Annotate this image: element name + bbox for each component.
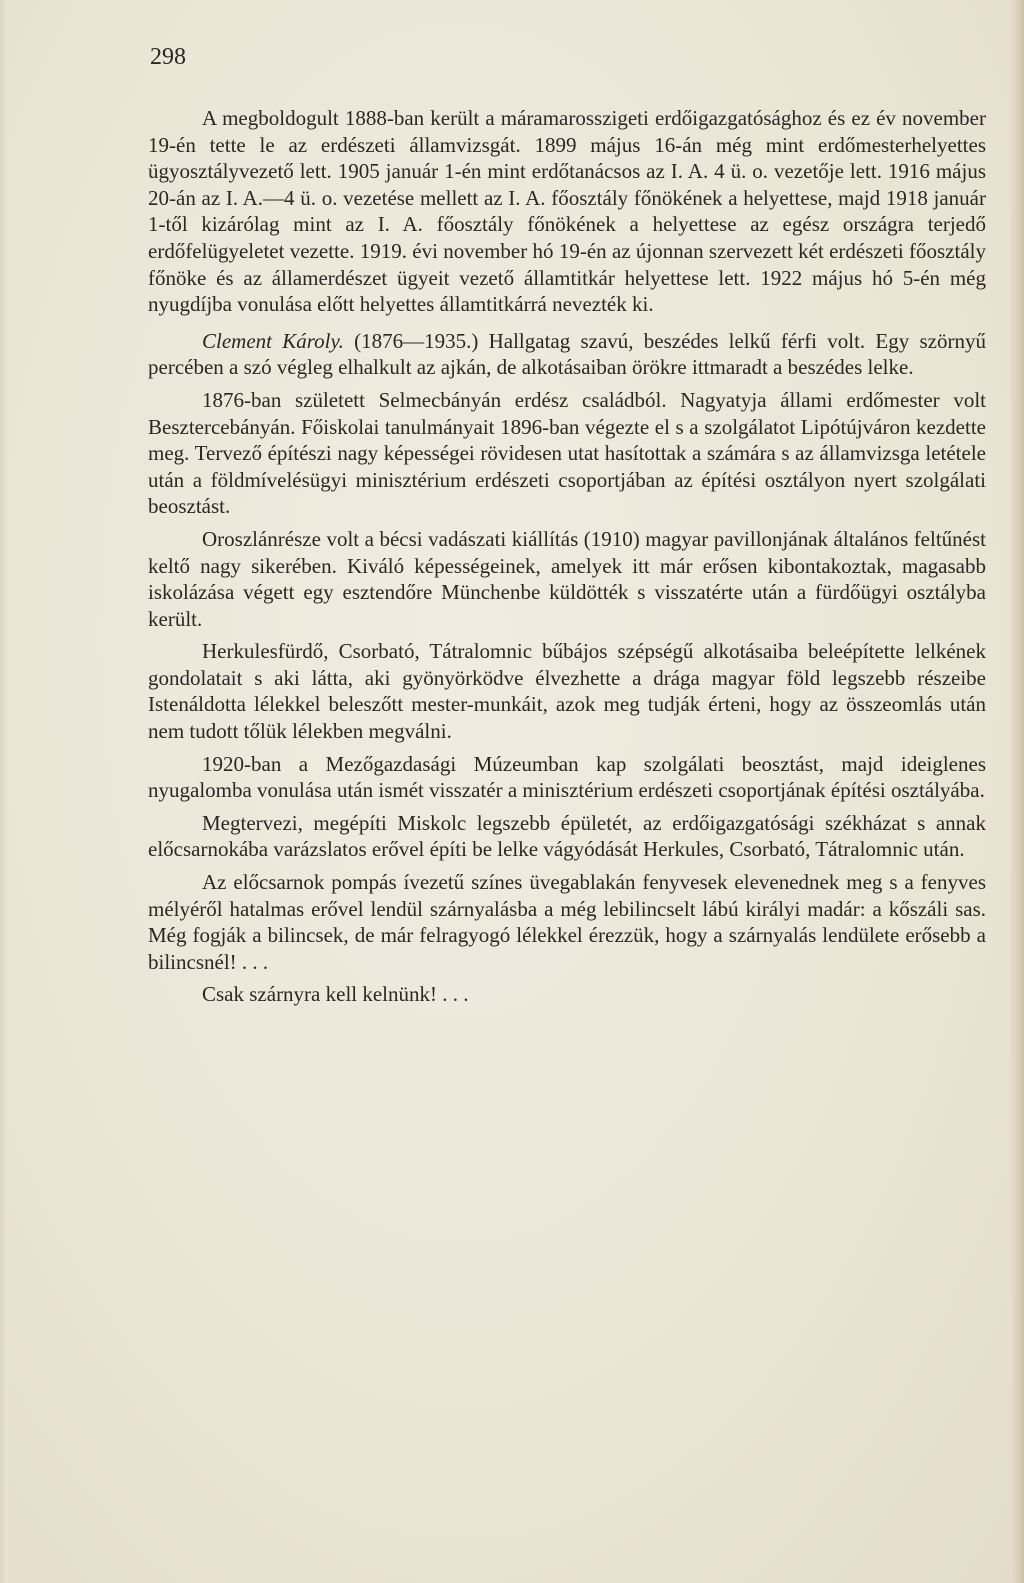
paragraph-closing-line: Csak szárnyra kell kelnünk! . . .: [202, 982, 469, 1007]
body-text: [148, 105, 986, 1014]
paragraph-miskolc-building: Megtervezi, megépíti Miskolc legszebb épületét, az erdőigazgatósági székházat s annak előcsarnokába varázslatos erővel építi be lelke vágyódását Herkules, Csorbató, Tátralomnic után.: [148, 810, 986, 862]
paragraph-clement-intro-text: (1876—1935.) Hallgatag szavú, beszédes lelkű férfi volt. Egy szörnyű percében a szó végleg elhalkult az ajkán, de alkotásaiban örökre ittmaradt a beszédes lelke.: [148, 328, 986, 380]
paragraph-career-summary: A megboldogult 1888-ban került a máramarosszigeti erdőigazgatósághoz és ez év november 19-én tette le az erdészeti államvizsgát. 1899 május 16-án még mint erdőmesterhelyettes ügyosztályvezető lett. 1905 január 1-én mint erdőtanácsos az I. A. 4 ü. o. vezetője lett. 1916 május 20-án az I. A.—4 ü. o. vezetése mellett az I. A. főosztály főnökének a helyettese, majd 1918 január 1-től kizárólag mint az I. A. főosztály főnökének a helyettese az egész országra terjedő erdőfelügyeletet vezette. 1919. évi november hó 19-én az újonnan szervezett két erdészeti főosztály főnöke és az államerdészet ügyeit vezető államtitkár helyettese lett. 1922 május hó 5-én még nyugdíjba vonulása előtt helyettes államtitkárrá nevezték ki.: [148, 106, 986, 317]
page-number: 298: [150, 44, 186, 70]
page-right-edge: [1010, 0, 1024, 1583]
paragraph-museum-service: 1920-ban a Mezőgazdasági Múzeumban kap szolgálati beosztást, majd ideiglenes nyugalomba vonulása után ismét visszatér a minisztérium erdészeti csoportjának építési osztályába.: [148, 751, 986, 803]
paragraph-birth-education: 1876-ban született Selmecbányán erdész családból. Nagyatyja állami erdőmester volt Besztercebányán. Főiskolai tanulmányait 1896-ban végezte el s a szolgálatot Lipótújváron kezdette meg. Tervező építészi nagy képességei rövidesen utat hasítottak a számára s az államvizsga letétele után a földmívelésügyi minisztérium erdészeti csoportjában az építési osztályon nyert szolgálati beosztást.: [148, 387, 986, 519]
page-left-edge: [0, 0, 8, 1583]
paragraph-vienna-exhibition: Oroszlánrésze volt a bécsi vadászati kiállítás (1910) magyar pavillonjának általános feltűnést keltő nagy sikerében. Kiváló képességeinek, amelyek itt már erősen kibontakoztak, magasabb iskolázása végett egy esztendőre Münchenbe küldötték s visszatérte után a fürdőügyi osztályba került.: [148, 526, 986, 631]
person-name: Clement Károly.: [202, 328, 344, 353]
paragraph-resort-works: Herkulesfürdő, Csorbató, Tátralomnic bűbájos szépségű alkotásaiba beleépítette lelkének gondolatait s aki látta, aki gyönyörködve élvezhette a drága magyar föld legszebb részeibe Istenáldotta lélekkel beleszőtt mester-munkáit, azok meg tudják érteni, hogy az összeomlás után nem tudott tőlük lélekben megválni.: [148, 639, 986, 744]
paragraph-stained-glass: Az előcsarnok pompás ívezetű színes üvegablakán fenyvesek elevenednek meg s a fenyves mélyéről hatalmas erővel lendül szárnyalásba a még lebilincselt lábú királyi madár: a kőszáli sas. Még fogják a bilincsek, de már felragyogó lélekkel érezzük, hogy a szárnyalás lendülete erősebb a bilincsnél! . . .: [148, 870, 986, 974]
paragraph-clement-intro: [148, 328, 986, 381]
